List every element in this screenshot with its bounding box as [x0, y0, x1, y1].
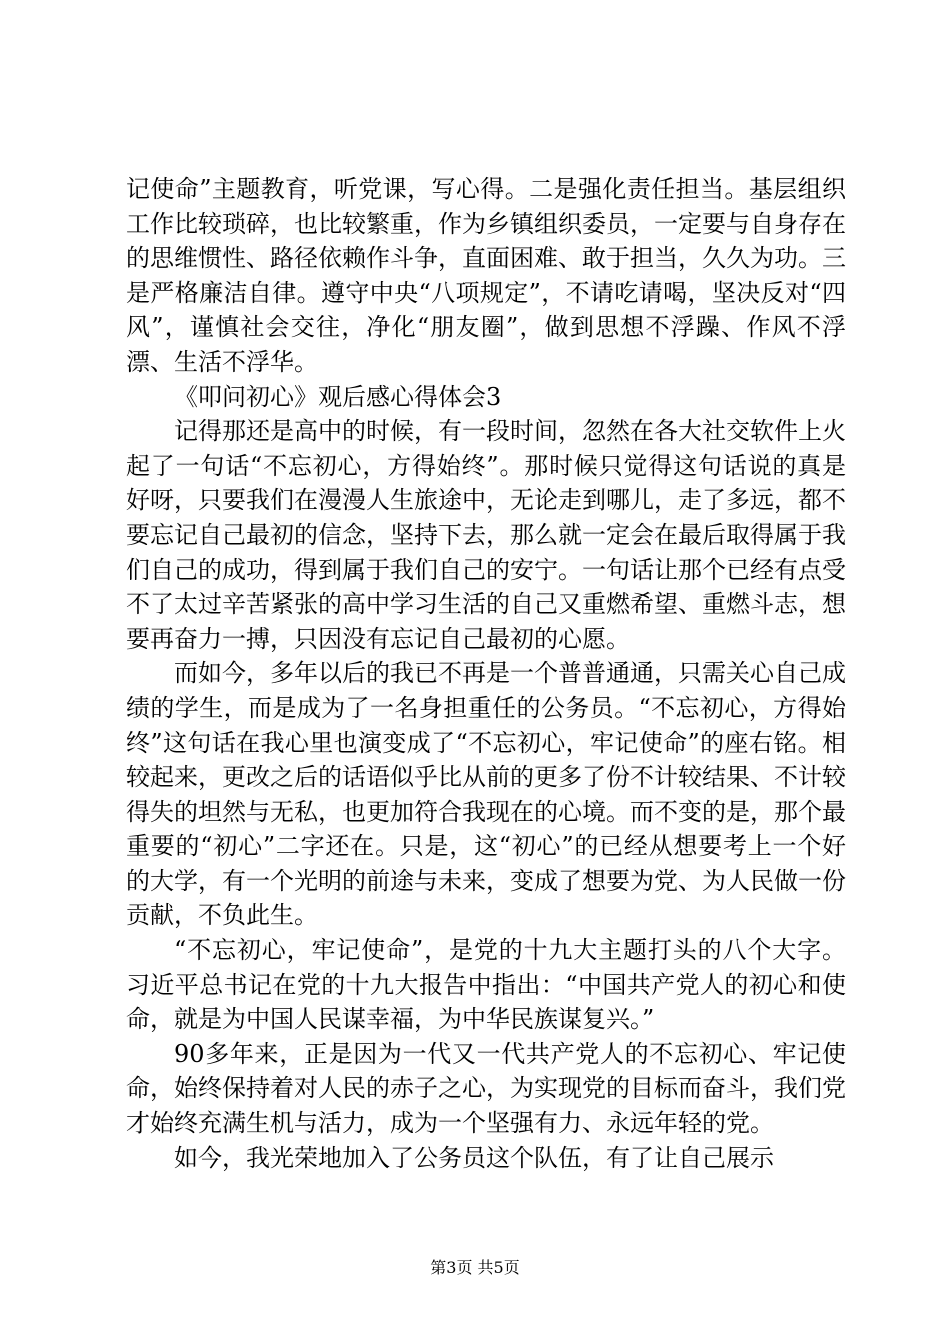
body-paragraph: “不忘初心，牢记使命”，是党的十九大主题打头的八个大字。习近平总书记在党的十九大报告中指出：“中国共产党人的初心和使命，就是为中国人民谋幸福，为中华民族谋复兴。”: [126, 936, 846, 1034]
page-number-footer: 第3页 共5页: [430, 1258, 520, 1277]
document-body: [126, 172, 846, 1175]
continuation-paragraph: 记使命”主题教育，听党课，写心得。二是强化责任担当。基层组织工作比较琐碎，也比较繁重，作为乡镇组织委员，一定要与自身存在的思维惯性、路径依赖作斗争，直面困难、敢于担当，久久为功。三是严格廉洁自律。遵守中央“八项规定”，不请吃请喝，坚决反对“四风”，谨慎社会交往，净化“朋友圈”，做到思想不浮躁、作风不浮漂、生活不浮华。: [126, 175, 846, 376]
body-paragraph: 而如今，多年以后的我已不再是一个普普通通，只需关心自己成绩的学生，而是成为了一名身担重任的公务员。“不忘初心，方得始终”这句话在我心里也演变成了“不忘初心，牢记使命”的座右铭。相较起来，更改之后的话语似乎比从前的更多了份不计较结果、不计较得失的坦然与无私，也更加符合我现在的心境。而不变的是，那个最重要的“初心”二字还在。只是，这“初心”的已经从想要考上一个好的大学，有一个光明的前途与未来，变成了想要为党、为人民做一份贡献，不负此生。: [126, 659, 846, 930]
body-paragraph: 记得那还是高中的时候，有一段时间，忽然在各大社交软件上火起了一句话“不忘初心，方得始终”。那时候只觉得这句话说的真是好呀，只要我们在漫漫人生旅途中，无论走到哪儿，走了多远，都不要忘记自己最初的信念，坚持下去，那么就一定会在最后取得属于我们自己的成功，得到属于我们自己的安宁。一句话让那个已经有点受不了太过辛苦紧张的高中学习生活的自己又重燃希望、重燃斗志，想要再奋力一搏，只因没有忘记自己最初的心愿。: [126, 417, 846, 653]
body-paragraph: 90多年来，正是因为一代又一代共产党人的不忘初心、牢记使命，始终保持着对人民的赤子之心，为实现党的目标而奋斗，我们党才始终充满生机与活力，成为一个坚强有力、永远年轻的党。: [126, 1039, 846, 1138]
section-title: 《叩问初心》观后感心得体会3: [174, 382, 502, 411]
body-paragraph: 如今，我光荣地加入了公务员这个队伍，有了让自己展示: [174, 1143, 774, 1172]
